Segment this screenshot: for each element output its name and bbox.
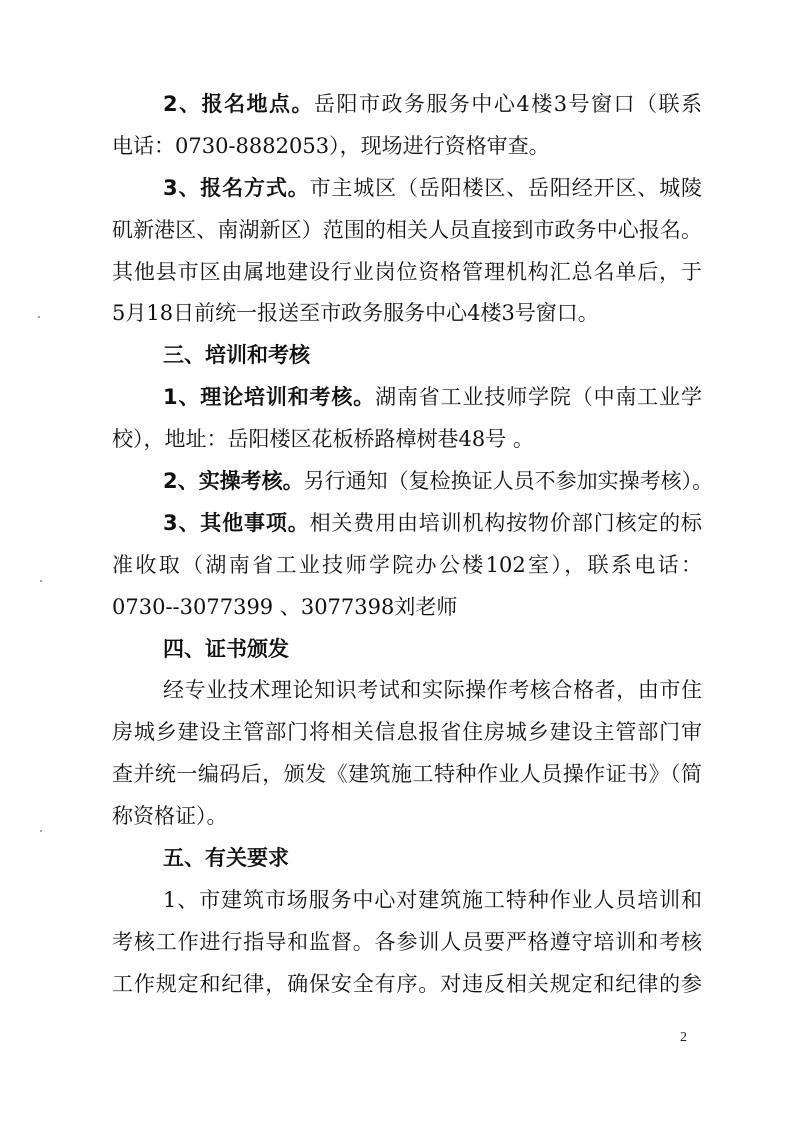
line-text: 相关费用由培训机构按物价部门核定的标 <box>309 510 702 535</box>
text-line <box>112 84 702 126</box>
line-text: 矶新港区、南湖新区）范围的相关人员直接到市政务中心报名。 <box>112 217 702 242</box>
bold-lead: 五、有关要求 <box>163 846 289 871</box>
scan-artifact-dot <box>40 580 42 582</box>
line-text: 1、市建筑市场服务中心对建筑施工特种作业人员培训和 <box>163 887 702 912</box>
scan-artifact-dot <box>40 830 42 832</box>
line-text: 市主城区（岳阳楼区、岳阳经开区、城陵 <box>309 175 702 200</box>
line-text: 另行通知（复检换证人员不参加实操考核）。 <box>303 469 714 494</box>
text-line <box>112 796 702 838</box>
text-line <box>112 964 702 1006</box>
text-line <box>112 293 702 335</box>
text-line <box>112 922 702 964</box>
line-text: 经专业技术理论知识考试和实际操作考核合格者，由市住 <box>163 678 702 703</box>
bold-lead: 四、证书颁发 <box>163 636 289 661</box>
section-heading <box>112 335 702 377</box>
bold-lead: 2、报名地点。 <box>163 92 315 116</box>
text-line <box>112 670 702 712</box>
text-line <box>112 712 702 754</box>
line-text: 工作规定和纪律，确保安全有序。对违反相关规定和纪律的参 <box>112 971 702 996</box>
bold-lead: 3、其他事项。 <box>163 510 310 535</box>
line-text: 电话：0730-8882053），现场进行资格审查。 <box>112 133 550 158</box>
text-line <box>112 126 702 168</box>
line-text: 校），地址：岳阳楼区花板桥路樟树巷48号 。 <box>112 427 534 452</box>
bold-lead: 3、报名方式。 <box>163 175 310 200</box>
line-text: 房城乡建设主管部门将相关信息报省住房城乡建设主管部门审 <box>112 720 702 745</box>
text-line <box>112 545 702 587</box>
line-text: 5月18日前统一报送至市政务服务中心4楼3号窗口。 <box>112 301 599 326</box>
section-heading <box>112 629 702 671</box>
text-line <box>112 377 702 419</box>
page-number: 2 <box>680 1030 687 1045</box>
text-line <box>112 168 702 210</box>
line-text: 0730--3077399 、3077398刘老师 <box>112 594 458 619</box>
line-text: 考核工作进行指导和监督。各参训人员要严格遵守培训和考核 <box>112 929 702 954</box>
line-text: 岳阳市政务服务中心4楼3号窗口（联系 <box>314 92 702 116</box>
text-line <box>112 587 702 629</box>
line-text: 湖南省工业技师学院（中南工业学 <box>375 385 702 410</box>
section-heading <box>112 838 702 880</box>
text-line <box>112 461 714 503</box>
line-text: 称资格证）。 <box>112 804 228 829</box>
text-line <box>112 252 702 294</box>
scan-artifact-dot <box>38 316 40 318</box>
bold-lead: 三、培训和考核 <box>163 343 310 368</box>
bold-lead: 1、理论培训和考核。 <box>163 385 376 410</box>
text-line <box>112 210 702 252</box>
bold-lead: 2、实操考核。 <box>163 469 304 494</box>
line-text: 其他县市区由属地建设行业岗位资格管理机构汇总名单后，于 <box>112 259 702 284</box>
text-line <box>112 503 702 545</box>
text-line <box>112 754 702 796</box>
line-text: 查并统一编码后，颁发《建筑施工特种作业人员操作证书》（简 <box>112 762 702 787</box>
document-body <box>112 84 714 1006</box>
line-text: 准收取（湖南省工业技师学院办公楼102室），联系电话： <box>112 552 702 577</box>
text-line <box>112 880 702 922</box>
text-line <box>112 419 702 461</box>
